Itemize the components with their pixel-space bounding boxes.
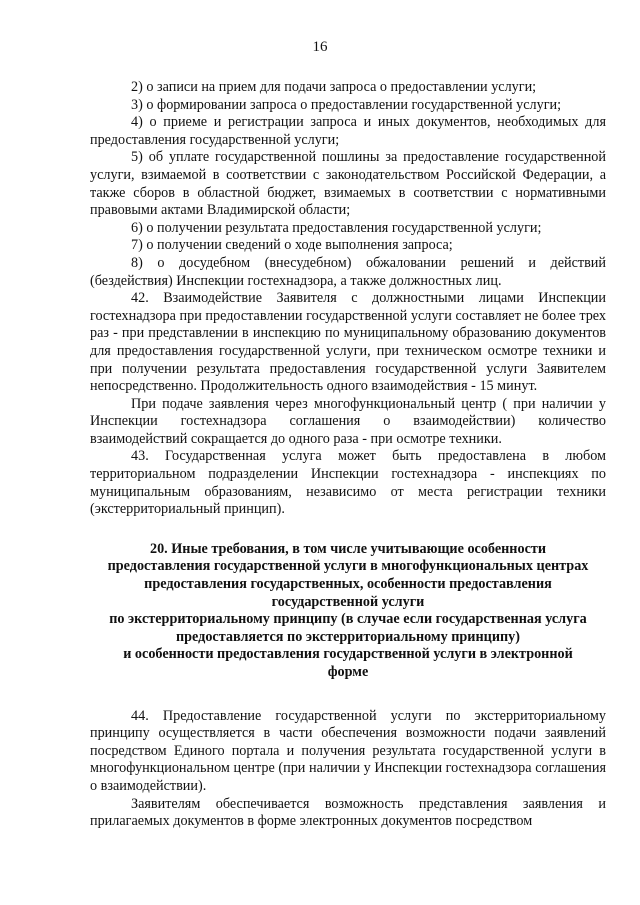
paragraph-electronic: Заявителям обеспечивается возможность представления заявления и прилагаемых документов в форме электронных документов посредством [90, 795, 606, 830]
paragraph-42: 42. Взаимодействие Заявителя с должностными лицами Инспекции гостехнадзора при предоставлении государственной услуги составляет не более трех раз - при представлении в инспекцию по муниципальному образованию документов для предоставления государственной услуги, при техническом осмотре техники и при получении результата предоставления государственной услуги Заявителем непосредственно. Продолжительность одного взаимодействия - 15 минут. [90, 290, 606, 395]
paragraph-44: 44. Предоставление государственной услуги по экстерриториальному принципу осуществляется в части обеспечения возможности подачи заявлений посредством Единого портала и получения результата государственной услуги в многофункциональном центре (при наличии у Инспекции гостехнадзора соглашения о взаимодействии). [90, 707, 606, 794]
list-item: 8) о досудебном (внесудебном) обжаловании решений и действий (бездействия) Инспекции гостехнадзора, а также должностных лиц. [90, 254, 606, 289]
list-item: 2) о записи на прием для подачи запроса о предоставлении услуги; [131, 79, 537, 95]
list-item: 3) о формировании запроса о предоставлении государственной услуги; [131, 96, 562, 113]
heading-line: предоставления государственной услуги в многофункциональных центрах [107, 558, 589, 575]
list-item: 4) о приеме и регистрации запроса и иных документов, необходимых для предоставления государственной услуги; [90, 114, 606, 148]
section-heading [90, 541, 606, 682]
heading-line: предоставления государственных, особенности предоставления [144, 576, 552, 593]
heading-line: по экстерриториальному принципу (в случае если государственная услуга [109, 611, 587, 628]
heading-line: государственной услуги [271, 593, 425, 610]
list-item: 6) о получении результата предоставления государственной услуги; [131, 219, 542, 236]
heading-line: 20. Иные требования, в том числе учитывающие особенности [149, 540, 547, 557]
list-item: 5) об уплате государственной пошлины за предоставление государственной услуги, взимаемой в соответствии с законодательством Российской Федерации, а также сборов в областной бюджет, взимаемых в соответствии с нормативными правовыми актами Владимирской области; [90, 149, 606, 219]
document-body [90, 79, 606, 831]
heading-line: форме [327, 664, 369, 680]
list-item: 7) о получении сведений о ходе выполнения запроса; [131, 237, 453, 254]
page-number: 16 [312, 39, 328, 55]
paragraph-43: 43. Государственная услуга может быть предоставлена в любом территориальном подразделении Инспекции гостехнадзора - инспекциях по муниципальным образованиям, независимо от места регистрации техники (экстерриториальный принцип). [90, 448, 606, 518]
paragraph-mfc: При подаче заявления через многофункциональный центр ( при наличии у Инспекции гостехнадзора соглашения о взаимодействии) количество взаимодействий сокращается до одного раза - при осмотре техники. [90, 395, 606, 447]
heading-line: и особенности предоставления государственной услуги в электронной [123, 646, 573, 663]
heading-line: предоставляется по экстерриториальному принципу) [175, 628, 520, 645]
